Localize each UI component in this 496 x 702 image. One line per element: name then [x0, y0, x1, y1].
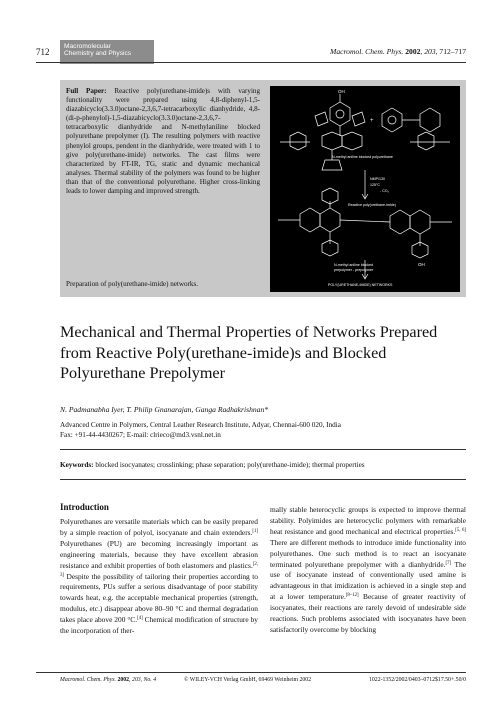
citation: [1]: [252, 528, 258, 534]
scheme-nmp: NMP/130: [370, 177, 385, 181]
body-text: Because of greater reactivity of isocyanates, their reactions are rarely devoid of undesirable side reactions. Such problems associated with isocyanates have been satisfactorily overcome by blocking: [270, 592, 467, 634]
journal-section-box: [60, 40, 154, 64]
keywords-list: blocked isocyanates; crosslinking; phase separation; poly(urethane-imide); thermal properties: [95, 461, 365, 469]
running-head-journal: Macromol. Chem. Phys.: [330, 47, 404, 56]
keywords-label: Keywords:: [60, 461, 94, 469]
running-head-pages: 712–717: [439, 47, 466, 56]
citation: [7]: [445, 560, 452, 566]
reaction-scheme-svg: [270, 86, 460, 292]
scheme-plus: +: [370, 118, 374, 124]
article-title: Mechanical and Thermal Properties of Networks Prepared from Reactive Poly(urethane-imide)s and Blocked Polyurethane Prepolymer: [60, 323, 438, 382]
scheme-oh-top: OH: [338, 89, 345, 94]
citation: [4]: [137, 616, 143, 622]
body-column-right: [270, 505, 466, 636]
scheme-network-label: POLY(URETHANE-IMIDE) NETWORKS: [328, 283, 393, 287]
authors: N. Padmanabha Iyer, T. Philip Gnanarajan, Ganga Radhakrishnan*: [60, 405, 269, 414]
citation: [2, 3]: [60, 561, 258, 578]
affiliation-address: Advanced Centre in Polymers, Central Leather Research Institute, Adyar, Chennai-600 020, India: [60, 421, 341, 429]
footer-journal: Macromol. Chem. Phys.: [60, 677, 116, 683]
keywords-rule: [60, 479, 466, 480]
abstract-caption: Preparation of poly(urethane-imide) networks.: [66, 280, 198, 288]
scheme-co2: - CO₂: [380, 189, 389, 193]
reaction-scheme: [270, 86, 460, 292]
body-column-left: [60, 517, 258, 637]
footer-publisher: © WILEY-VCH Verlag GmbH, 69469 Weinheim 2002: [184, 677, 312, 683]
running-head-volume: 203,: [424, 47, 438, 56]
body-text: There are different methods to introduce imide functionality into polyurethanes. One such method is to react an isocyanate terminated polyurethane prepolymer with a dianhydride.: [270, 537, 466, 569]
scheme-temperature: 125°C: [370, 183, 381, 187]
journal-box-line2: Chemistry and Physics: [64, 50, 132, 58]
scheme-blocked-label: N-methyl aniline blocked polyurethane: [332, 155, 393, 159]
running-head: Macromol. Chem. Phys. 2002, 203, 712–717: [330, 47, 466, 56]
abstract-body: Reactive poly(urethane-imide)s with varying functionality were prepared using 4,8-diphenyl-1,5-diazabicyclo(3.3.0)octane-2,3,6,7-tetracarboxylic dianhydride, 4,8-(di-p-phenylol)-1,5-diazabicyclo(3.3.0)octane-2,3,6,7-tetracarboxylic dianhydride and N-methylaniline blocked polyurethane prepolymer (I). The resulting polymers with reactive phenylol groups, pendent in the dianhydride, were treated with 1 to give poly(urethane-imide) networks. The cast films were characterized by FT-IR, TG, static and dynamic mechanical analyses. Thermal stability of the polymers was found to be higher than that of the conventional polyurethane. Higher cross-linking leads to lower damping and improved strength.: [66, 87, 261, 196]
keywords: [60, 461, 365, 469]
section-heading-introduction: Introduction: [60, 502, 109, 512]
journal-box-line1: Macromolecular: [64, 43, 111, 50]
body-text: Polyurethanes (PU) are becoming increasingly important as engineering materials, because they have excellent abrasion resistance and exhibit properties of both elastomers and plastics.: [60, 538, 258, 570]
running-head-year: 2002: [405, 47, 421, 56]
abstract-label: Full Paper:: [66, 87, 107, 95]
body-text: Polyurethanes are versatile materials which can be easily prepared by a simple reaction of polyol, isocyanate and chain extenders.: [60, 517, 258, 537]
scheme-final-label-1: N-methyl aniline blocked: [334, 263, 374, 267]
footer-year: 2002: [117, 677, 130, 683]
affiliation: [60, 421, 466, 440]
citation: [5, 6]: [455, 527, 466, 533]
scheme-oh-bottom: OH: [418, 262, 425, 267]
footer-issn: 1022-1352/2002/0403–0712$17.50+.50/0: [369, 677, 466, 683]
abstract-text: [66, 87, 260, 196]
scheme-reactive-label: Reactive poly(urethane-imide): [348, 203, 396, 207]
body-text: Despite the possibility of tailoring their properties according to requirements, PUs suffer a serious disadvantage of poor stability towards heat, e.g. the acceptable mechanical properties (strength, modulus, etc.) disappear above 80–90 °C and thermal degradation takes place above 200 °C.: [60, 571, 258, 625]
body-text: Chemical modification of structure by the incorporation of ther-: [60, 615, 258, 636]
footer-rule: [36, 672, 466, 673]
scheme-final-label-2: prepolymer - prepolymer: [334, 268, 374, 272]
affiliation-contact: Fax: +91-44-4430267; E-mail: clrieco@md3.vsnl.net.in: [60, 430, 221, 439]
body-text: mally stable heterocyclic groups is expected to improve thermal stability. Polyimides are heterocyclic polymers with remarkable heat resistance and good mechanical and electrical properties.: [270, 505, 466, 536]
title-rule: [60, 449, 466, 450]
page-number: 712: [36, 47, 50, 57]
body-text: The use of isocyanate instead of conventionally used amine is advantageous in that imidization is achieved in a single step and at a lower temperature.: [270, 559, 466, 602]
citation: [8–12]: [345, 593, 359, 599]
header-rule: [36, 62, 466, 63]
footer-citation: Macromol. Chem. Phys. 2002, 203, No. 4: [60, 677, 157, 683]
footer-volume: 203, No. 4: [131, 677, 157, 683]
